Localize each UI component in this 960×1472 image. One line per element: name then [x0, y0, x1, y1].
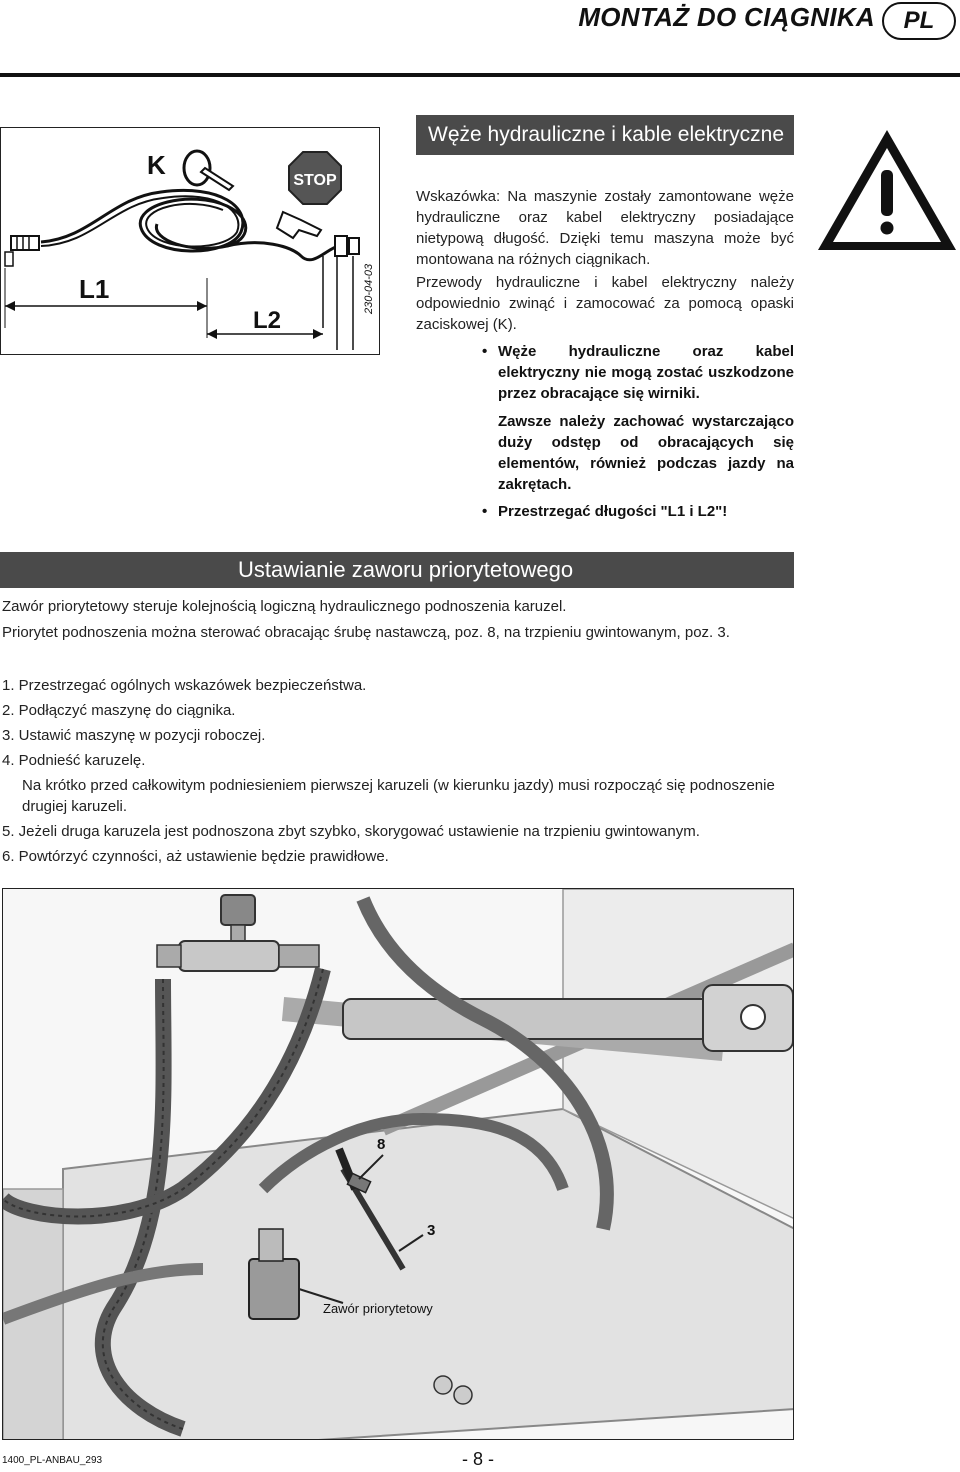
warning-bullet-rotors: Węże hydrauliczne oraz kabel elektryczny nie mogą zostać uszkodzone przez obracające się wirniki.	[498, 343, 794, 402]
priority-valve-drawing	[3, 889, 794, 1440]
label-k: K	[147, 150, 166, 180]
step-item: 1. Przestrzegać ogólnych wskazówek bezpieczeństwa.	[2, 677, 367, 694]
label-priority-valve: Zawór priorytetowy	[323, 1301, 433, 1316]
note-paragraph: Wskazówka: Na maszynie zostały zamontowane węże hydrauliczne oraz kabel elektryczny posiadające nietypową długość. Dzięki temu maszyna może być montowana na różnych ciągnikach.	[416, 188, 794, 268]
step-item: 5. Jeżeli druga karuzela jest podnoszona zbyt szybko, skorygować ustawienie na trzpieniu gwintowanym.	[2, 823, 700, 840]
label-l1: L1	[79, 274, 110, 304]
label-position-3: 3	[427, 1222, 436, 1239]
step-4-note: Na krótko przed całkowitym podniesieniem pierwszej karuzeli (w kierunku jazdy) musi rozpocząć się podnoszenie drugiej karuzeli.	[22, 777, 775, 815]
bullet-dot: •	[482, 343, 488, 360]
label-position-8: 8	[377, 1136, 386, 1153]
step-item: 2. Podłączyć maszynę do ciągnika.	[2, 702, 236, 719]
priority-valve-photo	[2, 888, 794, 1440]
bullet-dot: •	[482, 503, 488, 520]
warning-distance-text: Zawsze należy zachować wystarczająco duży odstęp od obracających się elementów, również podczas jazdy na zakrętach.	[498, 413, 794, 493]
hose-length-figure	[0, 127, 380, 355]
step-item: 4. Podnieść karuzelę.	[2, 752, 146, 769]
hand-icon	[277, 212, 321, 238]
section-heading-priority-valve: Ustawianie zaworu priorytetowego	[0, 552, 794, 588]
intro-line-1: Zawór priorytetowy steruje kolejnością logiczną hydraulicznego podnoszenia karuzel.	[2, 598, 567, 615]
warning-bullet-lengths: Przestrzegać długości "L1 i L2"!	[498, 503, 728, 520]
section-heading-hoses: Węże hydrauliczne i kable elektryczne	[416, 115, 794, 155]
intro-line-2: Priorytet podnoszenia można sterować obracając śrubę nastawczą, poz. 8, na trzpieniu gwintowanym, poz. 3.	[2, 624, 730, 641]
hose-diagram-drawing	[1, 128, 381, 356]
document-code: 1400_PL-ANBAU_293	[2, 1455, 103, 1466]
header-rule	[0, 73, 960, 77]
label-l2: L2	[253, 307, 282, 334]
step-item: 3. Ustawić maszynę w pozycji roboczej.	[2, 727, 266, 744]
language-badge: PL	[882, 2, 956, 40]
page-number: - 8 -	[462, 1449, 495, 1469]
cable-tie-paragraph: Przewody hydrauliczne i kabel elektryczny należy odpowiednio zwinąć i zamocować za pomocą opaski zaciskowej (K).	[416, 274, 794, 333]
figure-code: 230-04-03	[363, 263, 375, 314]
label-stop: STOP	[293, 172, 337, 189]
page-title: MONTAŻ DO CIĄGNIKA	[578, 2, 875, 32]
priority-valve-body	[249, 1259, 299, 1319]
step-item: 6. Powtórzyć czynności, aż ustawienie będzie prawidłowe.	[2, 848, 389, 865]
warning-triangle-icon	[814, 126, 960, 254]
